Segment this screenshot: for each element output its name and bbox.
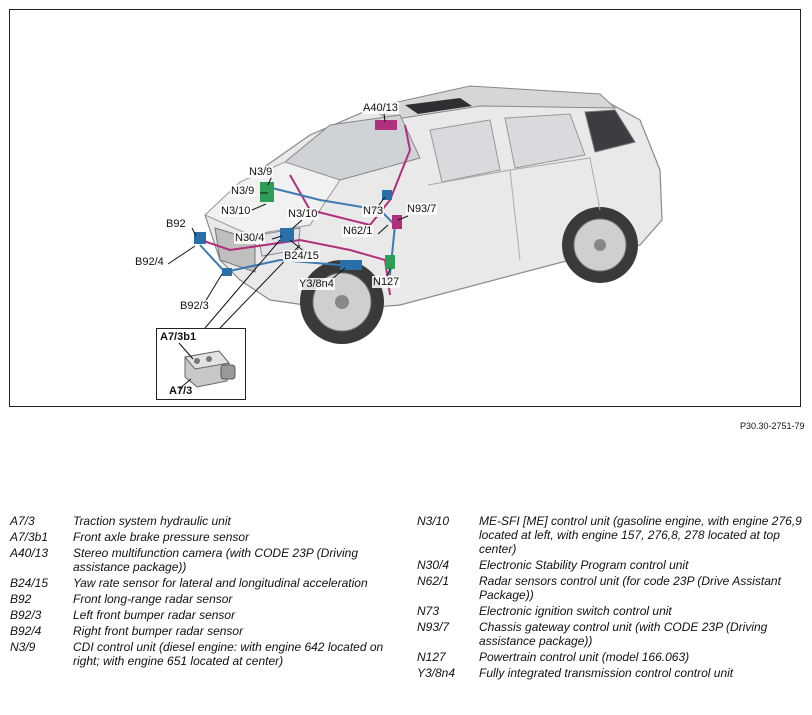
- module-b92: [194, 232, 206, 244]
- legend-description: ME-SFI [ME] control unit (gasoline engine, with engine 276,9 located at left, with engine 157, 276,8, 278 located at top center): [479, 514, 802, 556]
- callout-b24-15: B24/15: [284, 250, 319, 262]
- figure-reference: P30.30-2751-79: [740, 421, 805, 431]
- legend-description: Front axle brake pressure sensor: [73, 530, 250, 544]
- legend-right-column: [417, 514, 802, 682]
- legend-description: Stereo multifunction camera (with CODE 23P (Driving assistance package)): [73, 546, 358, 574]
- legend-description: CDI control unit (diesel engine: with engine 642 located on right; with engine 651 located at center): [73, 640, 384, 668]
- module-b92-3: [222, 268, 232, 276]
- legend-code: A40/13: [10, 546, 49, 560]
- callout-a40-13: A40/13: [363, 102, 398, 114]
- legend-description: Electronic ignition switch control unit: [479, 604, 672, 618]
- module-n127: [385, 255, 395, 269]
- callout-n127: N127: [373, 276, 400, 288]
- legend-description: Powertrain control unit (model 166.063): [479, 650, 690, 664]
- legend-row: [10, 546, 395, 574]
- callout-n3-9: N3/9: [249, 166, 273, 178]
- legend-code: N93/7: [417, 620, 450, 634]
- legend-code: B92/3: [10, 608, 42, 622]
- legend-code: A7/3: [10, 514, 35, 528]
- callout-b92-3: B92/3: [180, 300, 209, 312]
- legend-code: N127: [417, 650, 446, 664]
- legend-code: N73: [417, 604, 440, 618]
- module-a40-13: [375, 120, 397, 130]
- legend-row: [10, 624, 395, 638]
- module-n93-7: [392, 215, 402, 229]
- legend-code: B92: [10, 592, 32, 606]
- callout-n62-1: N62/1: [343, 225, 373, 237]
- hydraulic-unit-inset: [156, 328, 246, 400]
- legend-row: [10, 592, 395, 606]
- legend-description: Radar sensors control unit (for code 23P (Drive Assistant Package)): [479, 574, 781, 602]
- legend-row: [10, 514, 395, 528]
- callout-n93-7: N93/7: [407, 203, 437, 215]
- legend-row: [10, 608, 395, 622]
- callout-n3-10: N3/10: [221, 205, 251, 217]
- legend-row: [417, 604, 802, 618]
- callout-n30-4: N30/4: [235, 232, 265, 244]
- legend-row: [10, 530, 395, 544]
- legend-code: B92/4: [10, 624, 42, 638]
- legend-code: N3/9: [10, 640, 36, 654]
- legend-row: [417, 558, 802, 572]
- legend-description: Right front bumper radar sensor: [73, 624, 244, 638]
- legend-left-column: [10, 514, 395, 670]
- inset-label-a7-3b1: A7/3b1: [160, 331, 197, 343]
- legend-description: Fully integrated transmission control control unit: [479, 666, 734, 680]
- legend-description: Yaw rate sensor for lateral and longitudinal acceleration: [73, 576, 368, 590]
- inset-label-a7-3: A7/3: [169, 385, 193, 397]
- legend-code: Y3/8n4: [417, 666, 456, 680]
- legend-description: Left front bumper radar sensor: [73, 608, 236, 622]
- legend-code: B24/15: [10, 576, 49, 590]
- legend-code: N62/1: [417, 574, 450, 588]
- callout-n3-9-secondary: N3/9: [231, 185, 255, 197]
- legend-row: [417, 666, 802, 680]
- legend-code: N3/10: [417, 514, 450, 528]
- legend-row: [417, 574, 802, 602]
- legend-code: N30/4: [417, 558, 450, 572]
- legend-description: Traction system hydraulic unit: [73, 514, 231, 528]
- callout-b92: B92: [166, 218, 186, 230]
- callout-n73: N73: [363, 205, 384, 217]
- legend-row: [417, 620, 802, 648]
- vehicle-drawing: [10, 10, 800, 406]
- module-y3-8n4: [340, 260, 362, 270]
- callout-b92-4: B92/4: [135, 256, 164, 268]
- module-n30-4: [280, 228, 294, 242]
- legend-description: Chassis gateway control unit (with CODE 23P (Driving assistance package)): [479, 620, 768, 648]
- callout-y3-8n4: Y3/8n4: [299, 278, 334, 290]
- legend-description: Electronic Stability Program control unit: [479, 558, 689, 572]
- legend-row: [10, 576, 395, 590]
- legend-code: A7/3b1: [10, 530, 49, 544]
- module-n3-9: [260, 182, 274, 202]
- vehicle-illustration: [9, 9, 801, 407]
- callout-n3-10-secondary: N3/10: [288, 208, 318, 220]
- legend-description: Front long-range radar sensor: [73, 592, 233, 606]
- legend-row: [10, 640, 395, 668]
- legend-row: [417, 514, 802, 556]
- legend-row: [417, 650, 802, 664]
